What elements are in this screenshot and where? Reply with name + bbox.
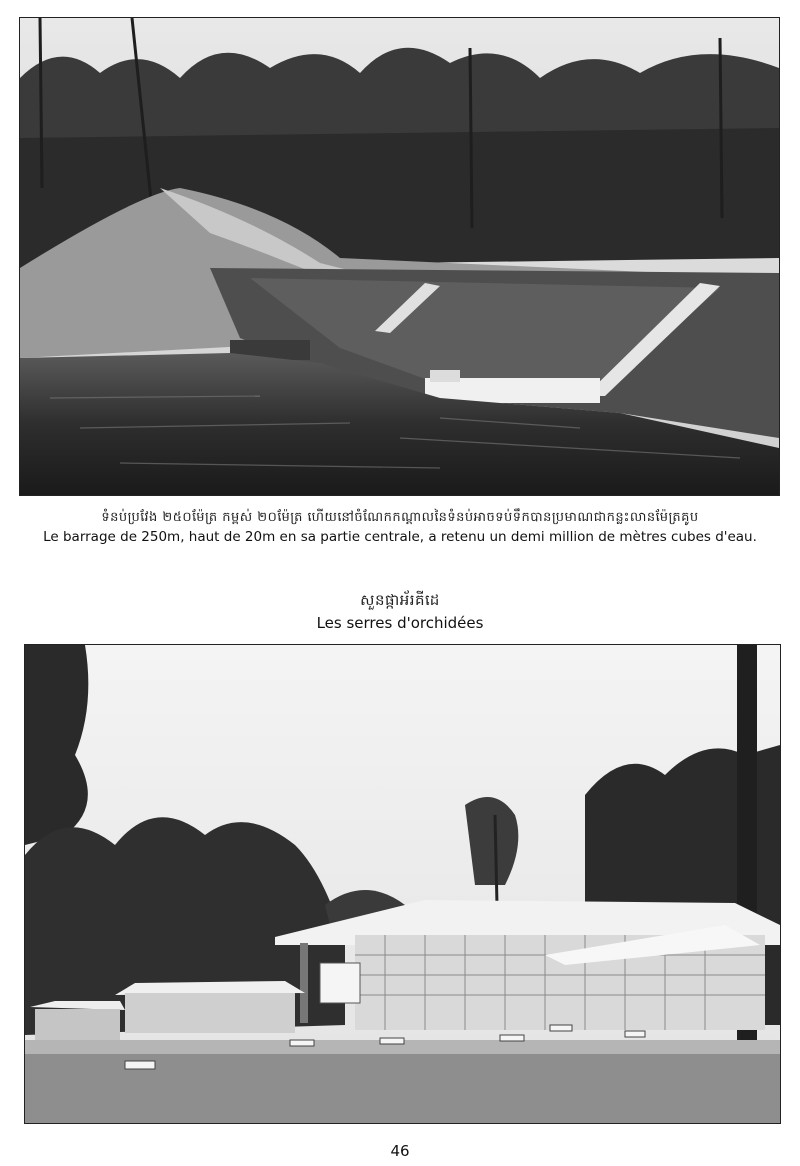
section-title-french: Les serres d'orchidées <box>316 614 484 632</box>
page-number: 46 <box>390 1142 410 1160</box>
section-title-khmer: សួនផ្កាអ័រគីដេ <box>360 591 440 609</box>
photo-orchid-greenhouses <box>24 644 781 1124</box>
caption-top-khmer: ទំនប់ប្រវែង ២៥០ម៉ែត្រ កម្ពស់ ២០ម៉ែត្រ ហើយនៅចំណែកកណ្តាលនៃទំនប់អាចទប់ទឹកបានប្រមាណជាកន្លះលានម៉ែត្រគូប <box>101 510 699 525</box>
dam-photo-illustration <box>20 18 779 495</box>
caption-top-french: Le barrage de 250m, haut de 20m en sa partie centrale, a retenu un demi million de mètres cubes d'eau. <box>43 529 757 545</box>
greenhouse-photo-illustration <box>25 645 780 1123</box>
photo-dam-reservoir <box>19 17 780 496</box>
